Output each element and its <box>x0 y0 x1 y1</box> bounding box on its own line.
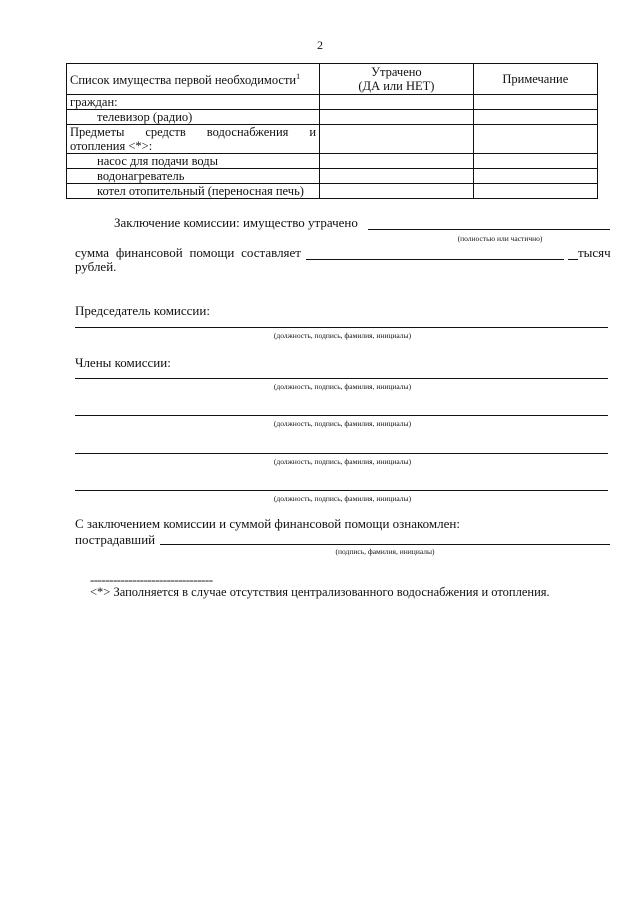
acknowledgement-text: С заключением комиссии и суммой финансовой помощи ознакомлен: <box>75 516 460 531</box>
chairman-hint: (должность, подпись, фамилия, инициалы) <box>273 331 412 340</box>
note-cell[interactable] <box>473 169 597 184</box>
financial-unit-rubles: рублей. <box>75 259 117 274</box>
financial-amount-suffix-line <box>568 259 578 260</box>
table-row <box>67 169 598 184</box>
conclusion-field[interactable] <box>368 229 610 230</box>
lost-cell[interactable] <box>320 154 474 169</box>
property-item: Предметы средств водоснабжения и отопления <*>: <box>67 125 320 154</box>
victim-hint: (подпись, фамилия, инициалы) <box>335 547 435 556</box>
financial-label: сумма финансовой помощи составляет <box>75 245 301 260</box>
table-row <box>67 184 598 199</box>
column-header-note: Примечание <box>473 64 597 95</box>
member-hint: (должность, подпись, фамилия, инициалы) <box>273 419 412 428</box>
member-signature-field[interactable] <box>75 453 608 454</box>
table-row <box>67 125 598 154</box>
property-table <box>66 63 598 199</box>
column-header-property: Список имущества первой необходимости$^1$ <box>67 64 320 95</box>
footnote-mark: 1 <box>296 72 301 82</box>
property-item: насос для подачи воды <box>67 154 320 169</box>
note-cell[interactable] <box>473 154 597 169</box>
note-cell[interactable] <box>473 95 597 110</box>
member-signature-field[interactable] <box>75 378 608 379</box>
property-item: граждан: <box>67 95 320 110</box>
member-signature-field[interactable] <box>75 490 608 491</box>
column-header-lost: Утрачено (ДА или НЕТ) <box>320 64 474 95</box>
page-number: 2 <box>317 38 323 52</box>
members-label: Члены комиссии: <box>75 355 171 370</box>
lost-cell[interactable] <box>320 95 474 110</box>
financial-unit: тысяч <box>578 245 611 260</box>
member-hint: (должность, подпись, фамилия, инициалы) <box>273 457 412 466</box>
property-item: водонагреватель <box>67 169 320 184</box>
note-cell[interactable] <box>473 110 597 125</box>
victim-label: пострадавший <box>75 532 156 547</box>
note-cell[interactable] <box>473 125 597 154</box>
victim-signature-field[interactable] <box>160 544 610 545</box>
lost-cell[interactable] <box>320 184 474 199</box>
note-cell[interactable] <box>473 184 597 199</box>
table-header-row <box>67 64 598 95</box>
financial-amount-field[interactable] <box>306 259 564 260</box>
member-hint: (должность, подпись, фамилия, инициалы) <box>273 382 412 391</box>
conclusion-hint: (полностью или частично) <box>457 234 543 243</box>
chairman-signature-field[interactable] <box>75 327 608 328</box>
lost-cell[interactable] <box>320 125 474 154</box>
footnote-text: <*> Заполняется в случае отсутствия централизованного водоснабжения и отопления. <box>90 585 550 599</box>
table-row <box>67 110 598 125</box>
table-row <box>67 154 598 169</box>
property-item: телевизор (радио) <box>67 110 320 125</box>
chairman-label: Председатель комиссии: <box>75 303 210 318</box>
property-item: котел отопительный (переносная печь) <box>67 184 320 199</box>
conclusion-label: Заключение комиссии: имущество утрачено <box>114 215 358 230</box>
member-hint: (должность, подпись, фамилия, инициалы) <box>273 494 412 503</box>
table-row <box>67 95 598 110</box>
member-signature-field[interactable] <box>75 415 608 416</box>
footnote-separator: -------------------------------- <box>90 572 213 587</box>
lost-cell[interactable] <box>320 110 474 125</box>
lost-cell[interactable] <box>320 169 474 184</box>
